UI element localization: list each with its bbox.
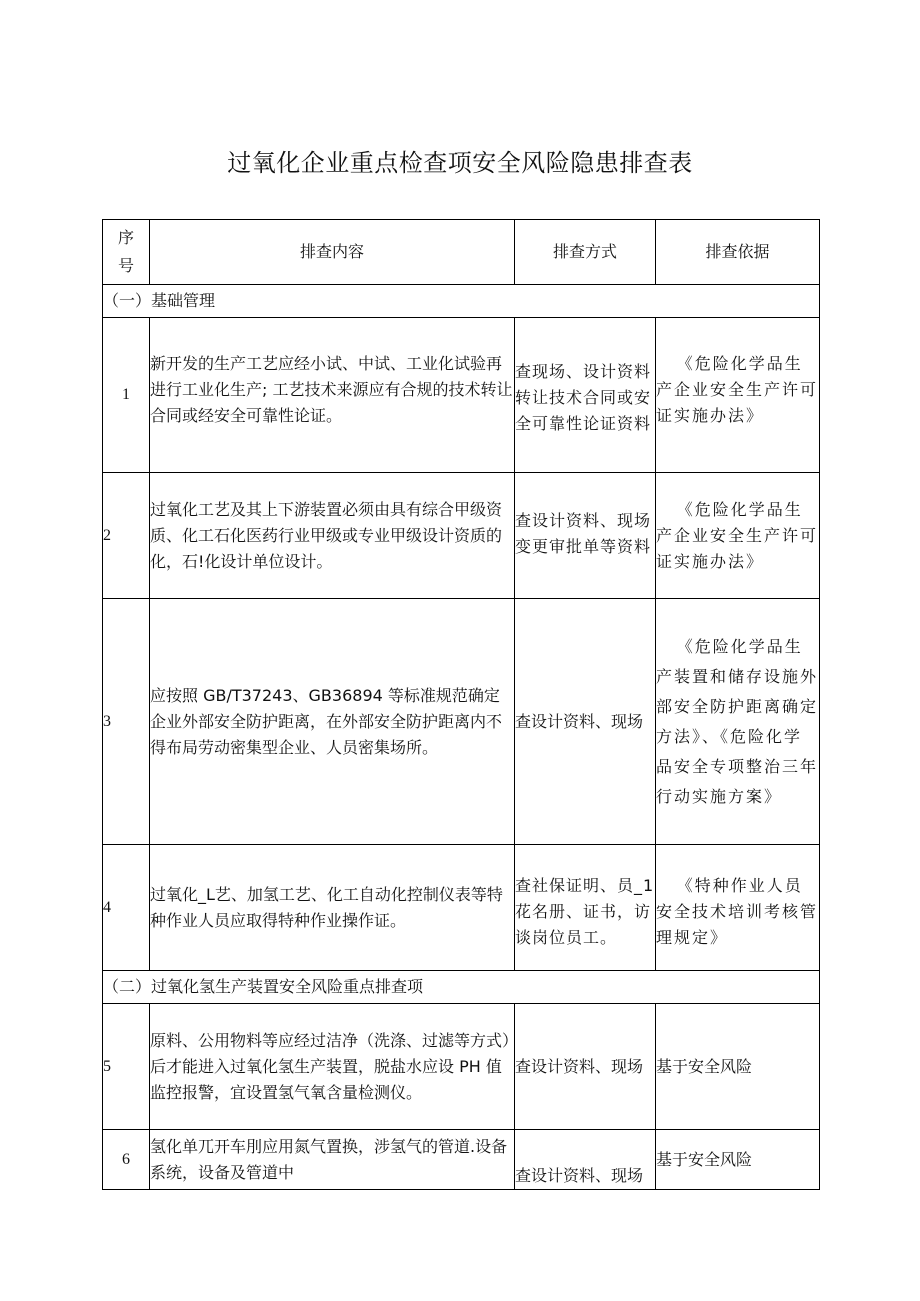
table-row	[103, 1130, 820, 1190]
inspection-table	[102, 219, 820, 1190]
table-row	[103, 1004, 820, 1130]
row-method: 查设计资料、现场	[515, 1004, 656, 1130]
row-basis: 《特种作业人员安全技术培训考核管理规定》	[656, 845, 820, 971]
header-content: 排查内容	[150, 220, 515, 285]
row-method: 查设计资料、现场	[515, 599, 656, 845]
table-row	[103, 473, 820, 599]
row-no: 1	[103, 318, 150, 473]
section-label: （二）过氧化氢生产装置安全风险重点排查项	[103, 971, 820, 1004]
row-method: 查设计资料、现场变更审批单等资料	[515, 473, 656, 599]
row-content: 过氧化_L艺、加氢工艺、化工自动化控制仪表等特种作业人员应取得特种作业操作证。	[150, 845, 515, 971]
row-basis: 《危险化学品生产企业安全生产许可证实施办法》	[656, 318, 820, 473]
row-no: 3	[103, 599, 150, 845]
row-no: 6	[103, 1130, 150, 1190]
row-no: 2	[103, 473, 150, 599]
row-content: 氢化单兀开车刖应用氮气置换，涉氢气的管道.设备系统，设备及管道中	[150, 1130, 515, 1190]
header-no: 序 号	[103, 220, 150, 285]
section-row	[103, 285, 820, 318]
row-basis: 基于安全风险	[656, 1004, 820, 1130]
header-method: 排查方式	[515, 220, 656, 285]
table-row	[103, 845, 820, 971]
row-method: 查设计资料、现场	[515, 1130, 656, 1190]
row-basis: 基于安全风险	[656, 1130, 820, 1190]
table-row	[103, 318, 820, 473]
row-no: 5	[103, 1004, 150, 1130]
table-row	[103, 599, 820, 845]
row-basis: 《危险化学品生产装置和储存设施外部安全防护距离确定方法》、《危险化学品安全专项整治三年行动实施方案》	[656, 599, 820, 845]
page-title: 过氧化企业重点检查项安全风险隐患排查表	[227, 149, 693, 177]
row-basis: 《危险化学品生产企业安全生产许可证实施办法》	[656, 473, 820, 599]
row-content: 过氧化工艺及其上下游装置必须由具有综合甲级资质、化工石化医药行业甲级或专业甲级设计资质的化，石!化设计单位设计。	[150, 473, 515, 599]
section-row	[103, 971, 820, 1004]
row-method: 查社保证明、员_1花名册、证书，访谈岗位员工。	[515, 845, 656, 971]
row-no: 4	[103, 845, 150, 971]
row-content: 原料、公用物料等应经过洁净（洗涤、过滤等方式）后才能进入过氧化氢生产装置，脱盐水应设 PH 值监控报警，宜设置氢气氧含量检测仪。	[150, 1004, 515, 1130]
row-content: 应按照 GB/T37243、GB36894 等标准规范确定企业外部安全防护距离，在外部安全防护距离内不得布局劳动密集型企业、人员密集场所。	[150, 599, 515, 845]
table-header-row	[103, 220, 820, 285]
header-basis: 排查依据	[656, 220, 820, 285]
row-content: 新开发的生产工艺应经小试、中试、工业化试验再进行工业化生产; 工艺技术来源应有合规的技术转让合同或经安全可靠性论证。	[150, 318, 515, 473]
section-label: （一）基础管理	[103, 285, 820, 318]
row-method: 查现场、设计资料转让技术合同或安全可靠性论证资料	[515, 318, 656, 473]
